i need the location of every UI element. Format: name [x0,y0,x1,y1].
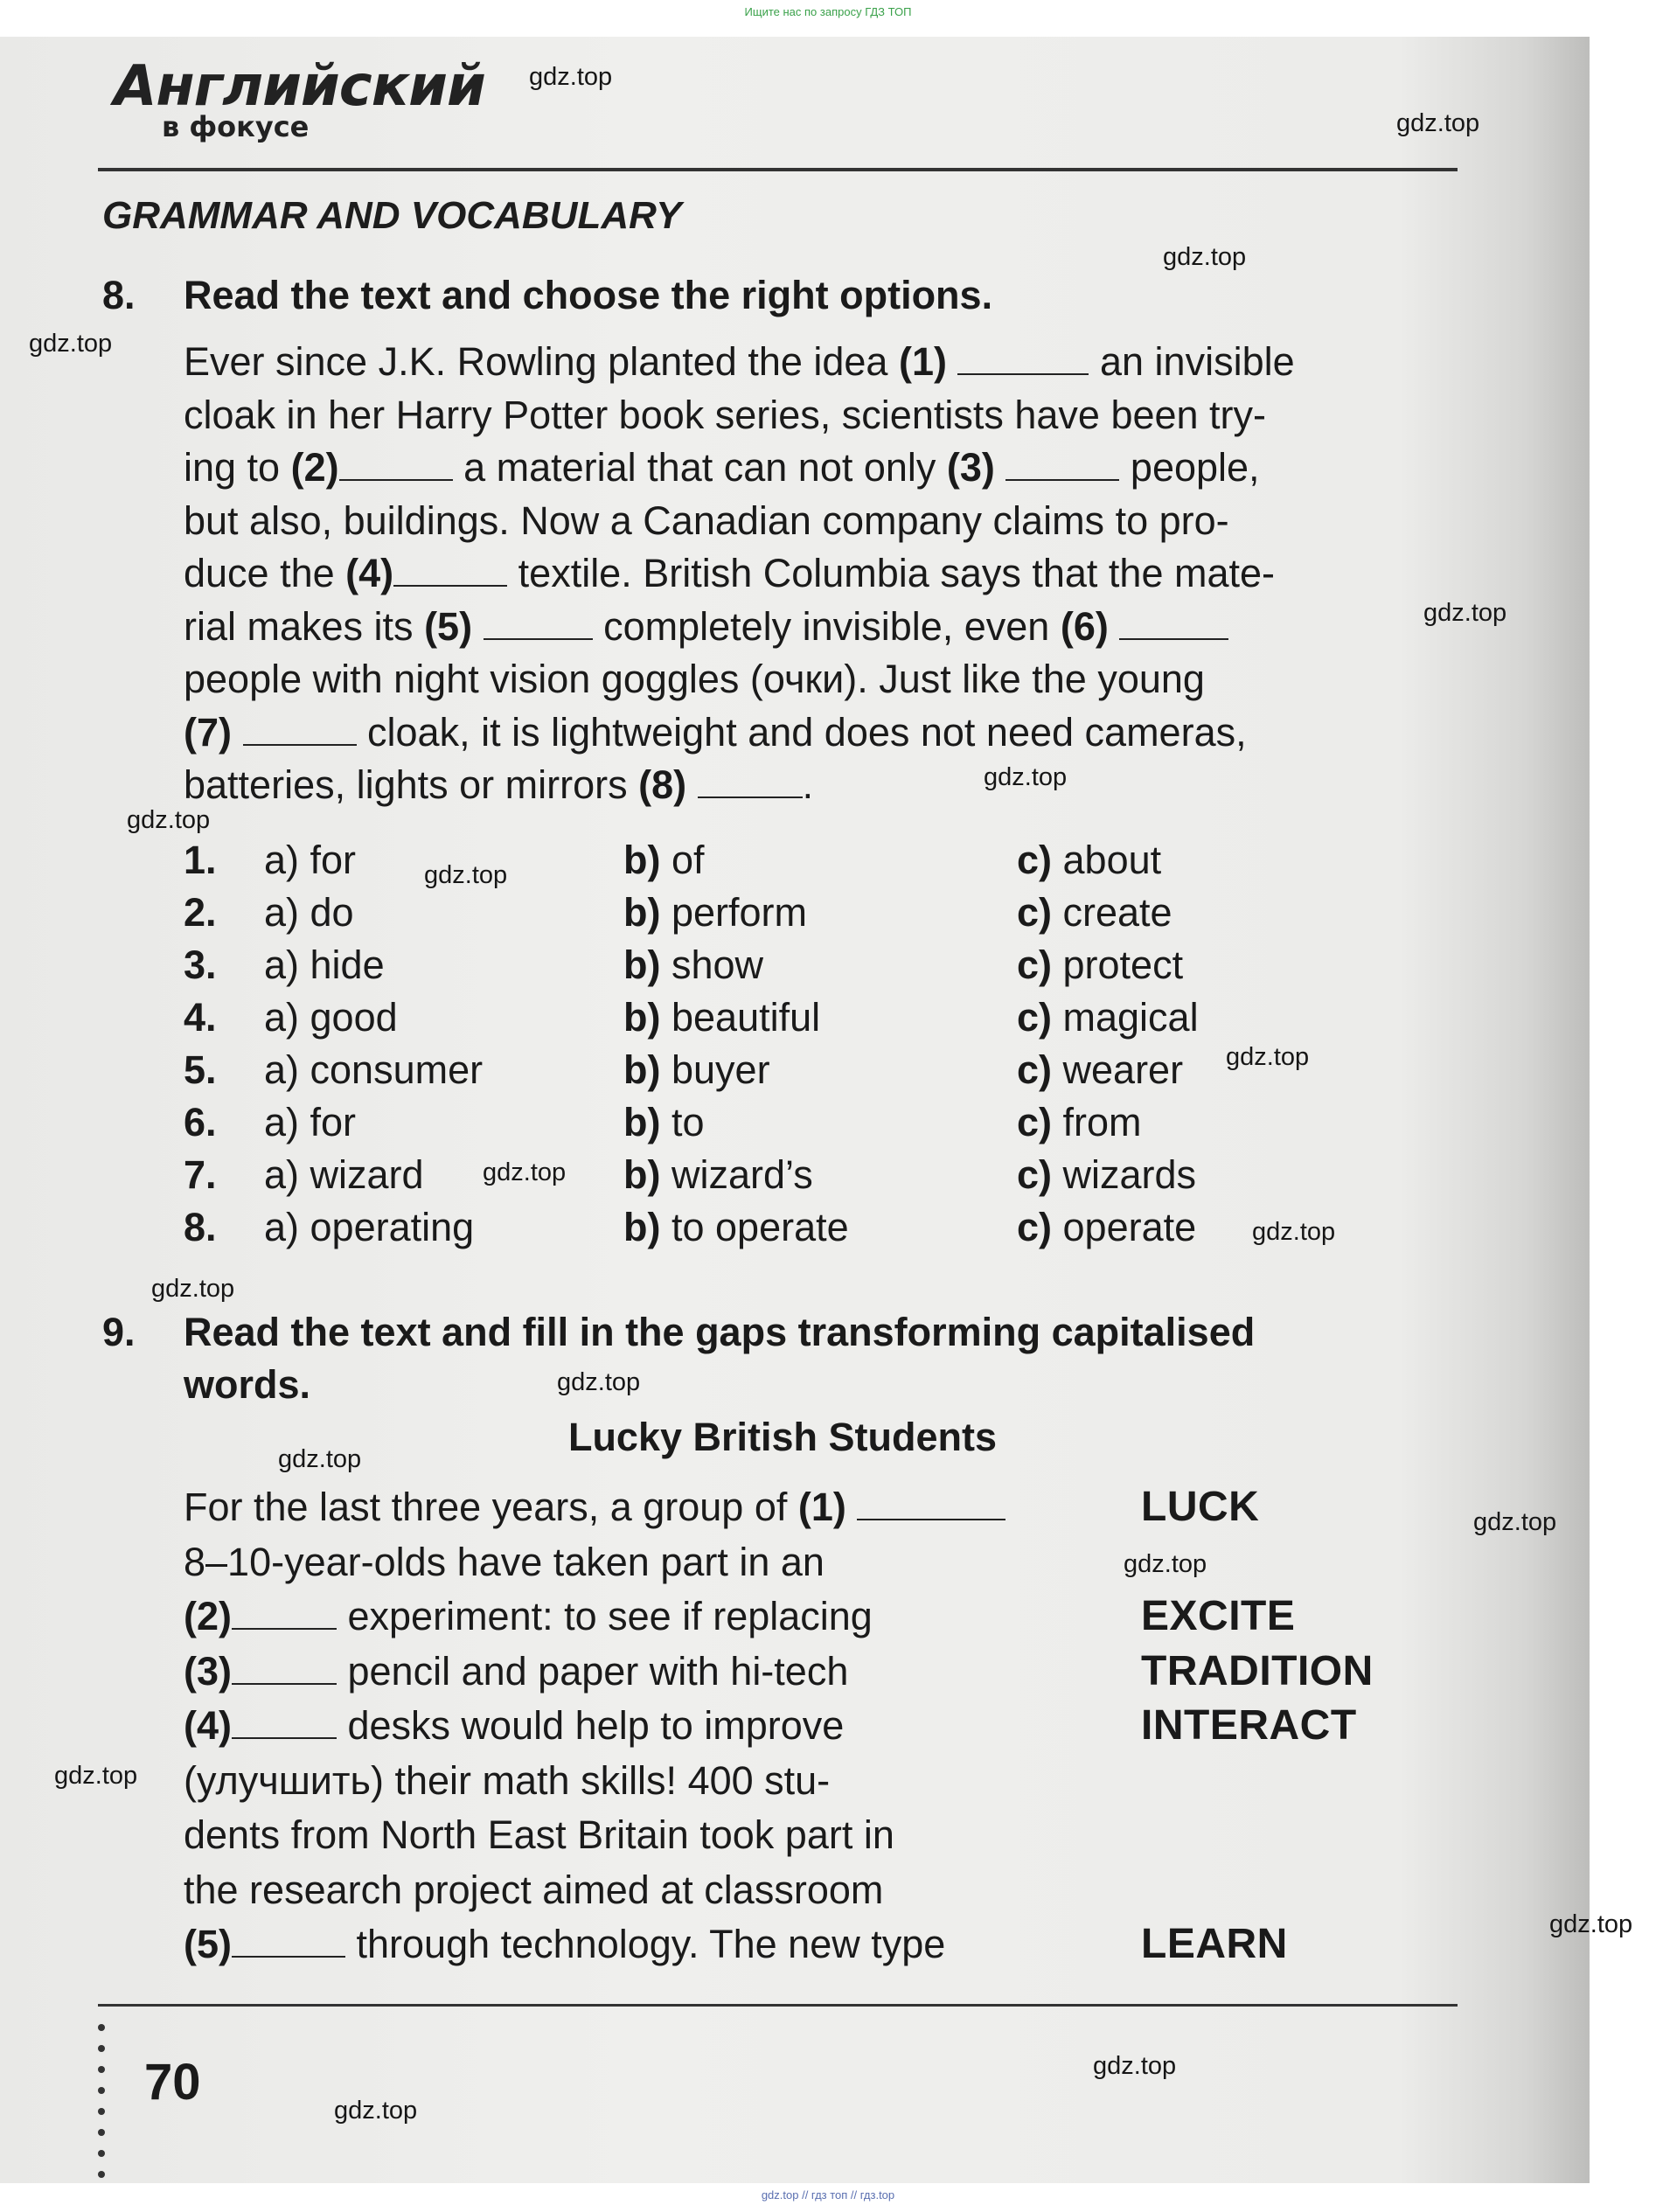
watermark-text: gdz.top [1549,1910,1633,1938]
answer-gap[interactable] [1005,448,1119,481]
option-number: 5. [184,1047,217,1092]
option-number: 2. [184,890,217,935]
gap-number: (2) [184,1594,232,1638]
answer-gap[interactable] [857,1487,1005,1520]
option-b[interactable]: b) wizard’s [623,1152,813,1197]
watermark-text: gdz.top [424,861,508,889]
watermark-text: gdz.top [278,1445,362,1473]
watermark-text: gdz.top [1124,1550,1207,1578]
gap-number: (6) [1060,603,1109,649]
answer-gap[interactable] [484,607,593,640]
watermark-text: gdz.top [1252,1218,1336,1246]
option-c[interactable]: c) about [1017,838,1162,882]
option-number: 4. [184,995,217,1040]
t8-line: duce the (4) textile. British Columbia says that the mate- [184,551,1276,595]
t9-line: the research project aimed at classroom [184,1867,884,1912]
option-a[interactable]: a) for [264,838,357,882]
option-a[interactable]: a) operating [264,1205,475,1249]
t8-line: but also, buildings. Now a Canadian company claims to pro- [184,497,1229,543]
gap-number: (3) [184,1648,232,1694]
t8-line: Ever since J.K. Rowling planted the idea (1) an invisible [184,339,1295,384]
t9-line: (улучшить) their math skills! 400 stu- [184,1757,831,1803]
capitalised-word: LUCK [1141,1484,1260,1530]
gap-number: (7) [184,709,232,755]
story-title: Lucky British Students [567,1415,998,1459]
watermark-text: gdz.top [483,1158,567,1186]
option-a[interactable]: a) for [264,1100,357,1144]
t8-line: batteries, lights or mirrors (8) . [184,762,814,807]
option-b[interactable]: b) perform [623,890,808,935]
section-title: GRAMMAR AND VOCABULARY [102,194,682,237]
option-c[interactable]: c) create [1017,890,1172,935]
answer-gap[interactable] [232,1706,337,1739]
t8-line: people with night vision goggles (очки). Just like the young [184,657,1205,701]
option-number: 3. [184,943,217,987]
gap-number: (4) [345,551,394,595]
option-b[interactable]: b) to [623,1100,705,1144]
gap-number: (5) [184,1922,232,1966]
option-a[interactable]: a) do [264,890,354,935]
option-c[interactable]: c) operate [1017,1205,1197,1249]
answer-gap[interactable] [243,713,357,746]
answer-gap[interactable] [1119,607,1228,640]
t9-line: (4) desks would help to improve [184,1703,845,1748]
watermark-text: gdz.top [984,763,1068,791]
logo-title: Английский [114,54,485,119]
watermark-text: gdz.top [1163,243,1247,271]
option-number: 1. [184,838,217,882]
header-divider [98,168,1458,171]
option-a[interactable]: a) hide [264,943,385,987]
option-c[interactable]: c) wizards [1017,1152,1197,1197]
t9-line: (2) experiment: to see if replacing [184,1594,873,1638]
bottom-note: gdz.top // гдз топ // гдз.top [761,2188,895,2202]
t8-line: ing to (2) a material that can not only (3) people, [184,445,1260,490]
answer-gap[interactable] [232,1596,337,1630]
footer-dots [98,2024,107,2192]
watermark-text: gdz.top [29,330,113,358]
t9-line: 8–10-year-olds have taken part in an [184,1539,825,1584]
capitalised-word: LEARN [1141,1921,1288,1967]
answer-gap[interactable] [957,342,1089,375]
gap-number: (5) [424,603,473,649]
t9-line: (3) pencil and paper with hi-tech [184,1648,849,1694]
watermark-text: gdz.top [151,1275,235,1303]
logo-subtitle: в фокусе [162,110,310,143]
task-8-instruction: Read the text and choose the right options. [184,273,993,317]
top-note: Ищите нас по запросу ГДЗ ТОП [744,5,912,18]
t8-line: (7) cloak, it is lightweight and does not need cameras, [184,709,1247,755]
task-9-instruction-line-1: Read the text and fill in the gaps transforming capitalised [184,1310,1256,1354]
capitalised-word: EXCITE [1141,1593,1296,1639]
option-number: 7. [184,1152,217,1197]
option-a[interactable]: a) consumer [264,1047,484,1092]
watermark-text: gdz.top [127,806,211,834]
gap-number: (2) [290,445,339,490]
capitalised-word: INTERACT [1141,1702,1357,1749]
gap-number: (1) [797,1485,846,1529]
task-8-number: 8. [102,273,136,317]
t9-line: (5) through technology. The new type [184,1922,946,1966]
task-9-number: 9. [102,1310,136,1354]
t8-line: cloak in her Harry Potter book series, scientists have been try- [184,392,1267,437]
capitalised-word: TRADITION [1141,1647,1374,1694]
gap-number: (8) [638,762,687,807]
page-number: 70 [144,2054,201,2111]
answer-gap[interactable] [698,765,803,798]
answer-gap[interactable] [232,1924,345,1958]
option-b[interactable]: b) to operate [623,1205,849,1249]
watermark-text: gdz.top [1396,109,1480,137]
watermark-text: gdz.top [1226,1043,1310,1071]
gap-number: (4) [184,1703,232,1748]
option-a[interactable]: a) wizard [264,1152,424,1197]
option-number: 6. [184,1100,217,1144]
option-b[interactable]: b) of [623,838,705,882]
watermark-text: gdz.top [1423,599,1507,627]
task-9-instruction-line-2: words. [184,1362,311,1407]
watermark-text: gdz.top [1473,1508,1557,1536]
watermark-text: gdz.top [54,1762,138,1790]
option-c[interactable]: c) from [1017,1100,1142,1144]
gap-number: (3) [946,445,995,490]
watermark-text: gdz.top [557,1368,641,1396]
option-b[interactable]: b) buyer [623,1047,770,1092]
option-a[interactable]: a) good [264,995,398,1040]
t8-line: rial makes its (5) completely invisible, even (6) [184,604,1462,650]
watermark-text: gdz.top [529,63,613,91]
t9-line: For the last three years, a group of (1) [184,1485,1005,1530]
watermark-text: gdz.top [1093,2052,1177,2080]
gap-number: (1) [898,339,947,384]
option-b[interactable]: b) show [623,943,764,987]
answer-gap[interactable] [339,448,453,481]
t9-line: dents from North East Britain took part in [184,1812,894,1857]
answer-gap[interactable] [393,553,507,587]
watermark-text: gdz.top [334,2097,418,2125]
option-c[interactable]: c) magical [1017,995,1199,1040]
option-b[interactable]: b) beautiful [623,995,821,1040]
answer-gap[interactable] [232,1652,337,1685]
option-c[interactable]: c) protect [1017,943,1184,987]
option-c[interactable]: c) wearer [1017,1047,1184,1092]
option-number: 8. [184,1205,217,1249]
footer-divider [98,2004,1458,2007]
